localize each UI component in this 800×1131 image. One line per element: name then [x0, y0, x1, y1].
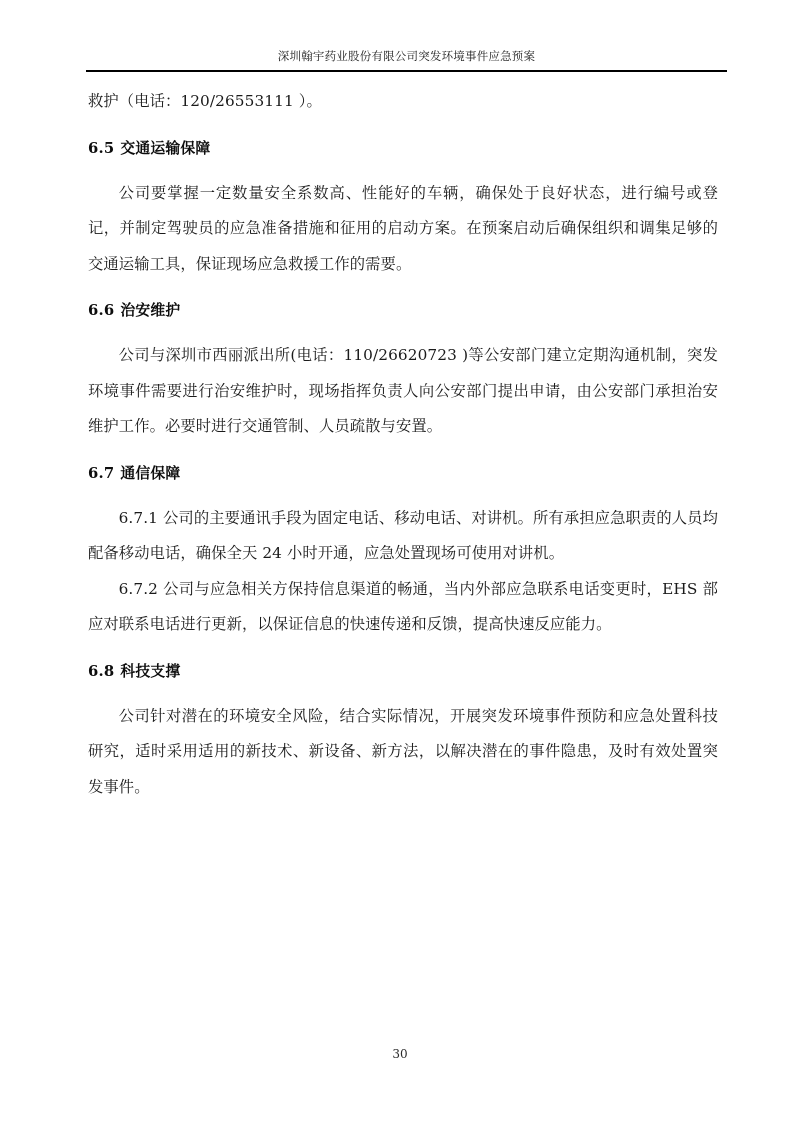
spacer — [88, 689, 718, 699]
page-number: 30 — [392, 1047, 408, 1061]
section-title-6-5: 交通运输保障 — [120, 139, 211, 157]
section-6-5-paragraph-1: 公司要掌握一定数量安全系数高、性能好的车辆，确保处于良好状态，进行编号或登记，并制定驾驶员的应急准备措施和征用的启动方案。在预案启动后确保组织和调集足够的交通运输工具，保证现场应急救援工作的需要。 — [88, 183, 718, 273]
section-number-6-7: 6.7 — [88, 464, 115, 482]
section-6-8-paragraph-1: 公司针对潜在的环境安全风险，结合实际情况，开展突发环境事件预防和应急处置科技研究，适时采用适用的新技术、新设备、新方法，以解决潜在的事件隐患，及时有效处置突发事件。 — [88, 706, 718, 796]
section-heading-6-8 — [88, 655, 718, 689]
spacer — [88, 328, 718, 338]
spacer — [88, 445, 718, 457]
section-6-7-paragraph-1: 6.7.1 公司的主要通讯手段为固定电话、移动电话、对讲机。所有承担应急职责的人员均配备移动电话，确保全天 24 小时开通，应急处置现场可使用对讲机。 — [88, 508, 718, 562]
section-heading-6-6 — [88, 294, 718, 328]
section-title-6-7: 通信保障 — [120, 464, 181, 482]
section-heading-6-7 — [88, 457, 718, 491]
header-divider-rule — [86, 70, 727, 72]
spacer — [88, 166, 718, 176]
spacer — [88, 120, 718, 132]
section-title-6-6: 治安维护 — [120, 302, 181, 319]
section-number-6-8: 6.8 — [88, 662, 115, 680]
section-number-6-6: 6.6 — [88, 302, 115, 319]
spacer — [88, 282, 718, 294]
running-header-title: 深圳翰宇药业股份有限公司突发环境事件应急预案 — [277, 49, 536, 63]
section-heading-6-5 — [88, 132, 718, 166]
section-title-6-8: 科技支撑 — [120, 662, 181, 680]
continued-paragraph: 救护（电话：120/26553111 ）。 — [88, 92, 322, 110]
section-6-7-paragraph-2: 6.7.2 公司与应急相关方保持信息渠道的畅通，当内外部应急联系电话变更时，EHS 部应对联系电话进行更新，以保证信息的快速传递和反馈，提高快速反应能力。 — [88, 579, 718, 633]
spacer — [88, 643, 718, 655]
running-header — [86, 48, 727, 64]
section-number-6-5: 6.5 — [88, 139, 115, 157]
page-footer — [0, 1043, 800, 1062]
section-6-6-paragraph-1: 公司与深圳市西丽派出所(电话：110/26620723 )等公安部门建立定期沟通机制，突发环境事件需要进行治安维护时，现场指挥负责人向公安部门提出申请，由公安部门承担治安维护工作。必要时进行交通管制、人员疏散与安置。 — [88, 346, 718, 435]
document-body — [88, 84, 718, 805]
spacer — [88, 491, 718, 501]
